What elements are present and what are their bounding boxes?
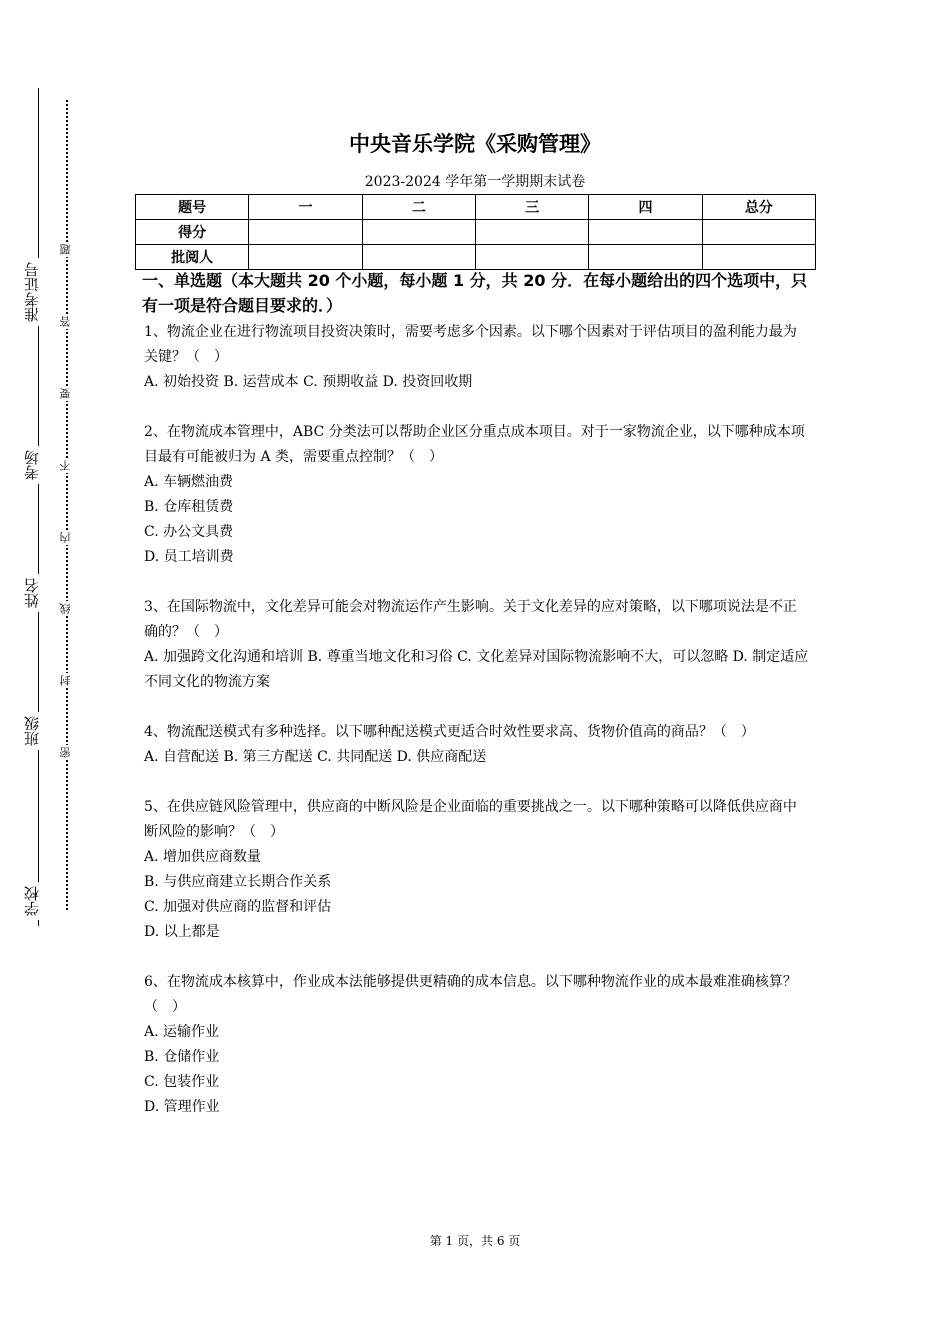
question-2 bbox=[144, 420, 810, 570]
score-table-header-cell: 四 bbox=[589, 195, 702, 220]
score-table-header-row bbox=[136, 195, 816, 220]
seal-char: 不 bbox=[59, 460, 72, 471]
score-table bbox=[135, 194, 816, 270]
score-cell[interactable] bbox=[589, 220, 702, 245]
question-options: A. 自营配送 B. 第三方配送 C. 共同配送 D. 供应商配送 bbox=[144, 749, 487, 765]
reviewer-cell[interactable] bbox=[249, 245, 362, 270]
question-option: A. 增加供应商数量 bbox=[144, 849, 262, 865]
question-stem: 5、在供应链风险管理中，供应商的中断风险是企业面临的重要挑战之一。以下哪种策略可以降低供应商中断风险的影响？（ ） bbox=[144, 799, 797, 840]
score-table-header-cell: 总分 bbox=[702, 195, 815, 220]
question-option: A. 车辆燃油费 bbox=[144, 474, 234, 490]
question-1 bbox=[144, 320, 810, 395]
question-option: B. 仓库租赁费 bbox=[144, 499, 234, 515]
score-cell[interactable] bbox=[249, 220, 362, 245]
score-cell[interactable] bbox=[702, 220, 815, 245]
binding-line bbox=[38, 88, 39, 926]
reviewer-cell[interactable] bbox=[589, 245, 702, 270]
score-row bbox=[136, 220, 816, 245]
question-option: D. 员工培训费 bbox=[144, 549, 234, 565]
question-option: C. 包装作业 bbox=[144, 1074, 220, 1090]
score-table-header-cell: 题号 bbox=[136, 195, 249, 220]
question-6 bbox=[144, 970, 810, 1120]
question-option: D. 管理作业 bbox=[144, 1099, 220, 1115]
seal-char: 题 bbox=[59, 244, 72, 255]
exam-subtitle: 2023-2024 学年第一学期期末试卷 bbox=[364, 174, 586, 190]
question-option: C. 办公文具费 bbox=[144, 524, 234, 540]
question-3 bbox=[144, 595, 810, 695]
exam-title: 中央音乐学院《采购管理》 bbox=[349, 132, 601, 156]
score-table-header-cell: 二 bbox=[362, 195, 475, 220]
score-cell[interactable] bbox=[475, 220, 588, 245]
admission-number-field-label: 准考证号 bbox=[22, 258, 42, 326]
question-option: B. 仓储作业 bbox=[144, 1049, 220, 1065]
seal-char: 封 bbox=[59, 675, 72, 686]
name-field-label: 姓名 bbox=[22, 574, 42, 612]
seal-char: 线 bbox=[59, 603, 72, 614]
question-option: D. 以上都是 bbox=[144, 924, 220, 940]
page-number: 第 1 页，共 6 页 bbox=[429, 1234, 521, 1248]
score-table-header-cell: 三 bbox=[475, 195, 588, 220]
reviewer-row bbox=[136, 245, 816, 270]
reviewer-cell[interactable] bbox=[702, 245, 815, 270]
reviewer-cell[interactable] bbox=[475, 245, 588, 270]
question-stem: 1、物流企业在进行物流项目投资决策时，需要考虑多个因素。以下哪个因素对于评估项目的盈利能力最为关键？（ ） bbox=[144, 324, 797, 365]
reviewer-cell[interactable] bbox=[362, 245, 475, 270]
question-4 bbox=[144, 720, 810, 770]
seal-char: 答 bbox=[59, 316, 72, 327]
score-cell[interactable] bbox=[362, 220, 475, 245]
class-field-label: 班级 bbox=[22, 712, 42, 750]
seal-char: 密 bbox=[59, 747, 72, 758]
exam-room-field-label: 考场 bbox=[22, 446, 42, 484]
exam-content bbox=[144, 268, 810, 1145]
seal-char: 要 bbox=[59, 388, 72, 399]
seal-char: 内 bbox=[59, 532, 72, 543]
question-options: A. 初始投资 B. 运营成本 C. 预期收益 D. 投资回收期 bbox=[144, 374, 473, 390]
score-row-label: 得分 bbox=[136, 220, 249, 245]
reviewer-row-label: 批阅人 bbox=[136, 245, 249, 270]
question-options: A. 加强跨文化沟通和培训 B. 尊重当地文化和习俗 C. 文化差异对国际物流影响不大，可以忽略 D. 制定适应不同文化的物流方案 bbox=[144, 649, 809, 690]
question-stem: 4、物流配送模式有多种选择。以下哪种配送模式更适合时效性要求高、货物价值高的商品？（ ） bbox=[144, 724, 755, 740]
seal-dotted-line bbox=[66, 100, 68, 910]
score-table-header-cell: 一 bbox=[249, 195, 362, 220]
question-stem: 2、在物流成本管理中，ABC 分类法可以帮助企业区分重点成本项目。对于一家物流企业，以下哪种成本项目最有可能被归为 A 类，需要重点控制？（ ） bbox=[144, 424, 805, 465]
question-option: C. 加强对供应商的监督和评估 bbox=[144, 899, 332, 915]
question-5 bbox=[144, 795, 810, 945]
section-heading: 一、单选题（本大题共 20 个小题，每小题 1 分，共 20 分．在每小题给出的四个选项中，只有一项是符合题目要求的．） bbox=[142, 271, 808, 315]
question-option: B. 与供应商建立长期合作关系 bbox=[144, 874, 332, 890]
question-stem: 6、在物流成本核算中，作业成本法能够提供更精确的成本信息。以下哪种物流作业的成本最难准确核算？（ ） bbox=[144, 974, 797, 1015]
question-option: A. 运输作业 bbox=[144, 1024, 220, 1040]
school-field-label: 学校 bbox=[22, 882, 42, 920]
question-stem: 3、在国际物流中，文化差异可能会对物流运作产生影响。关于文化差异的应对策略，以下哪项说法是不正确的？（ ） bbox=[144, 599, 797, 640]
